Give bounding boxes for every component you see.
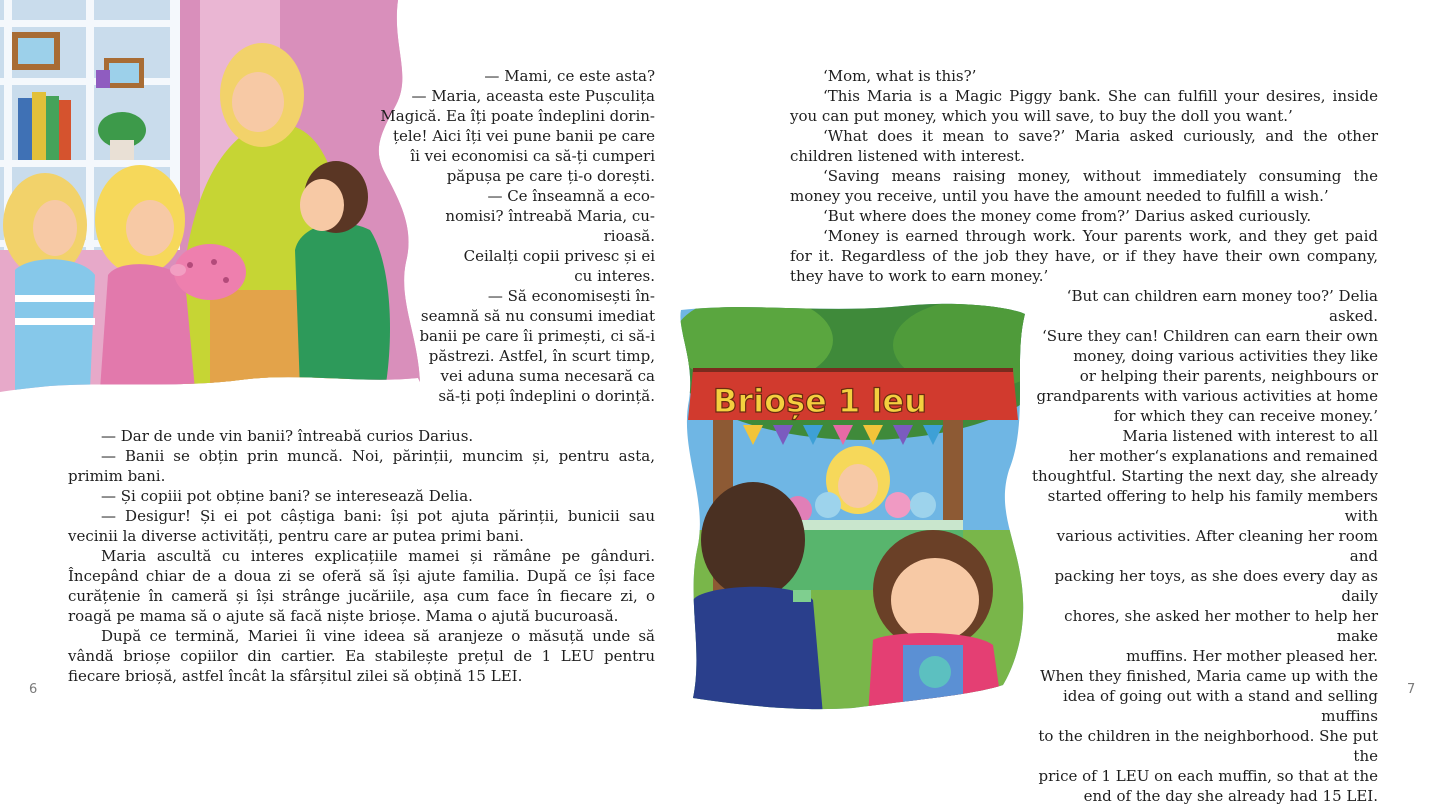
left-top-text [332,66,655,406]
text-line: rioasă. [603,227,655,245]
text-line: cu interes. [574,267,655,285]
text-line: idea of going out with a stand and selling muffins [1063,687,1378,725]
text-line: various activities. After cleaning her room and [1056,527,1378,565]
text-line: țele! Aici îți vei pune banii pe care [392,127,655,145]
paragraph: — Dar de unde vin banii? întreabă curios Darius. [101,427,474,445]
text-line: for which they can receive money.’ [1113,407,1378,425]
text-line: seamnă să nu consumi imediat [420,307,655,325]
paragraph: Maria ascultă cu interes explicațiile mamei și rămâne pe gânduri. Începând chiar de a doua zi se oferă să își ajute familia. După ce își face curățenie în cameră și își strânge jucăriile, așa cum face în fiecare zi, o roagă pe mama să o ajute să facă niște brioșe. Mama o ajută bucuroasă. [68,547,655,625]
text-line: to the children in the neighborhood. She put the [1038,727,1378,765]
paragraph: — Și copiii pot obține bani? se interesează Delia. [101,487,473,505]
text-line: vei aduna suma necesară ca [440,367,655,385]
right-top-text [790,66,1378,286]
text-line: ‘Sure they can! Children can earn their own [1042,327,1378,345]
left-page [0,0,722,723]
text-line: — Maria, aceasta este Pușculița [411,87,655,105]
text-line: money, doing various activities they like [1073,347,1378,365]
text-line: When they finished, Maria came up with the [1040,667,1378,685]
text-line: price of 1 LEU on each muffin, so that at the [1038,767,1378,785]
text-line: — Mami, ce este asta? [484,67,655,85]
text-line: — Ce înseamnă a eco- [487,187,655,205]
text-line: banii pe care îi primești, ci să-i [419,327,655,345]
paragraph: ‘But where does the money come from?’ Darius asked curiously. [823,207,1312,225]
text-line: Ceilalți copii privesc și ei [463,247,655,265]
text-line: her mother‘s explanations and remained [1068,447,1378,465]
page-number: 7 [1407,682,1416,697]
text-line: păstrezi. Astfel, în scurt timp, [428,347,655,365]
text-line: îi vei economisi ca să-ți cumperi [410,147,655,165]
muffin-stand-illustration [673,300,1053,715]
text-line: packing her toys, as she does every day as daily [1054,567,1378,605]
paragraph: După ce termină, Mariei îi vine ideea să aranjeze o măsuță unde să vândă brioșe copiilor din cartier. Ea stabilește prețul de 1 LEU pentru fiecare brioșă, astfel încât la sfârșitul zilei să obțină 15 LEI. [68,627,655,685]
right-page [713,0,1445,805]
text-line: să-ți poți îndeplini o dorință. [438,387,655,405]
left-body-text [68,426,655,686]
text-line: or helping their parents, neighbours or [1079,367,1378,385]
right-side-text [1028,286,1378,806]
text-line: păpușa pe care ți-o dorești. [446,167,655,185]
text-line: nomisi? întreabă Maria, cu- [445,207,655,225]
muffin-sign-text: Brioșe 1 leu [713,382,927,420]
text-line: grandparents with various activities at home [1036,387,1378,405]
text-line: started offering to help his family members with [1047,487,1378,525]
text-line: Maria listened with interest to all [1122,427,1378,445]
text-line: — Să economisești în- [487,287,655,305]
paragraph: — Banii se obțin prin muncă. Noi, părinții, muncim și, pentru asta, primim bani. [68,447,655,485]
text-line: ‘But can children earn money too?’ Delia asked. [1066,287,1378,325]
page-number: 6 [29,682,38,697]
text-line: Magică. Ea îți poate îndeplini dorin- [380,107,655,125]
paragraph: ‘Money is earned through work. Your parents work, and they get paid for it. Regardless of the job they have, or if they have their own company, they have to work to earn money.’ [790,227,1378,285]
text-line: end of the day she already had 15 LEI. [1083,787,1378,805]
paragraph: ‘Mom, what is this?’ [823,67,977,85]
text-line: chores, she asked her mother to help her make [1064,607,1378,645]
paragraph: ‘Saving means raising money, without immediately consuming the money you receive, until you have the amount needed to fulfill a wish.’ [790,167,1378,205]
text-line: thoughtful. Starting the next day, she already [1032,467,1378,485]
text-line: muffins. Her mother pleased her. [1126,647,1378,665]
paragraph: ‘What does it mean to save?’ Maria asked curiously, and the other children listened with interest. [790,127,1378,165]
paragraph: — Desigur! Și ei pot câștiga bani: își pot ajuta părinții, bunicii sau vecinii la diverse activități, pentru care ar putea primi bani. [68,507,655,545]
paragraph: ‘This Maria is a Magic Piggy bank. She can fulfill your desires, inside you can put money, which you will save, to buy the doll you want.’ [790,87,1378,125]
